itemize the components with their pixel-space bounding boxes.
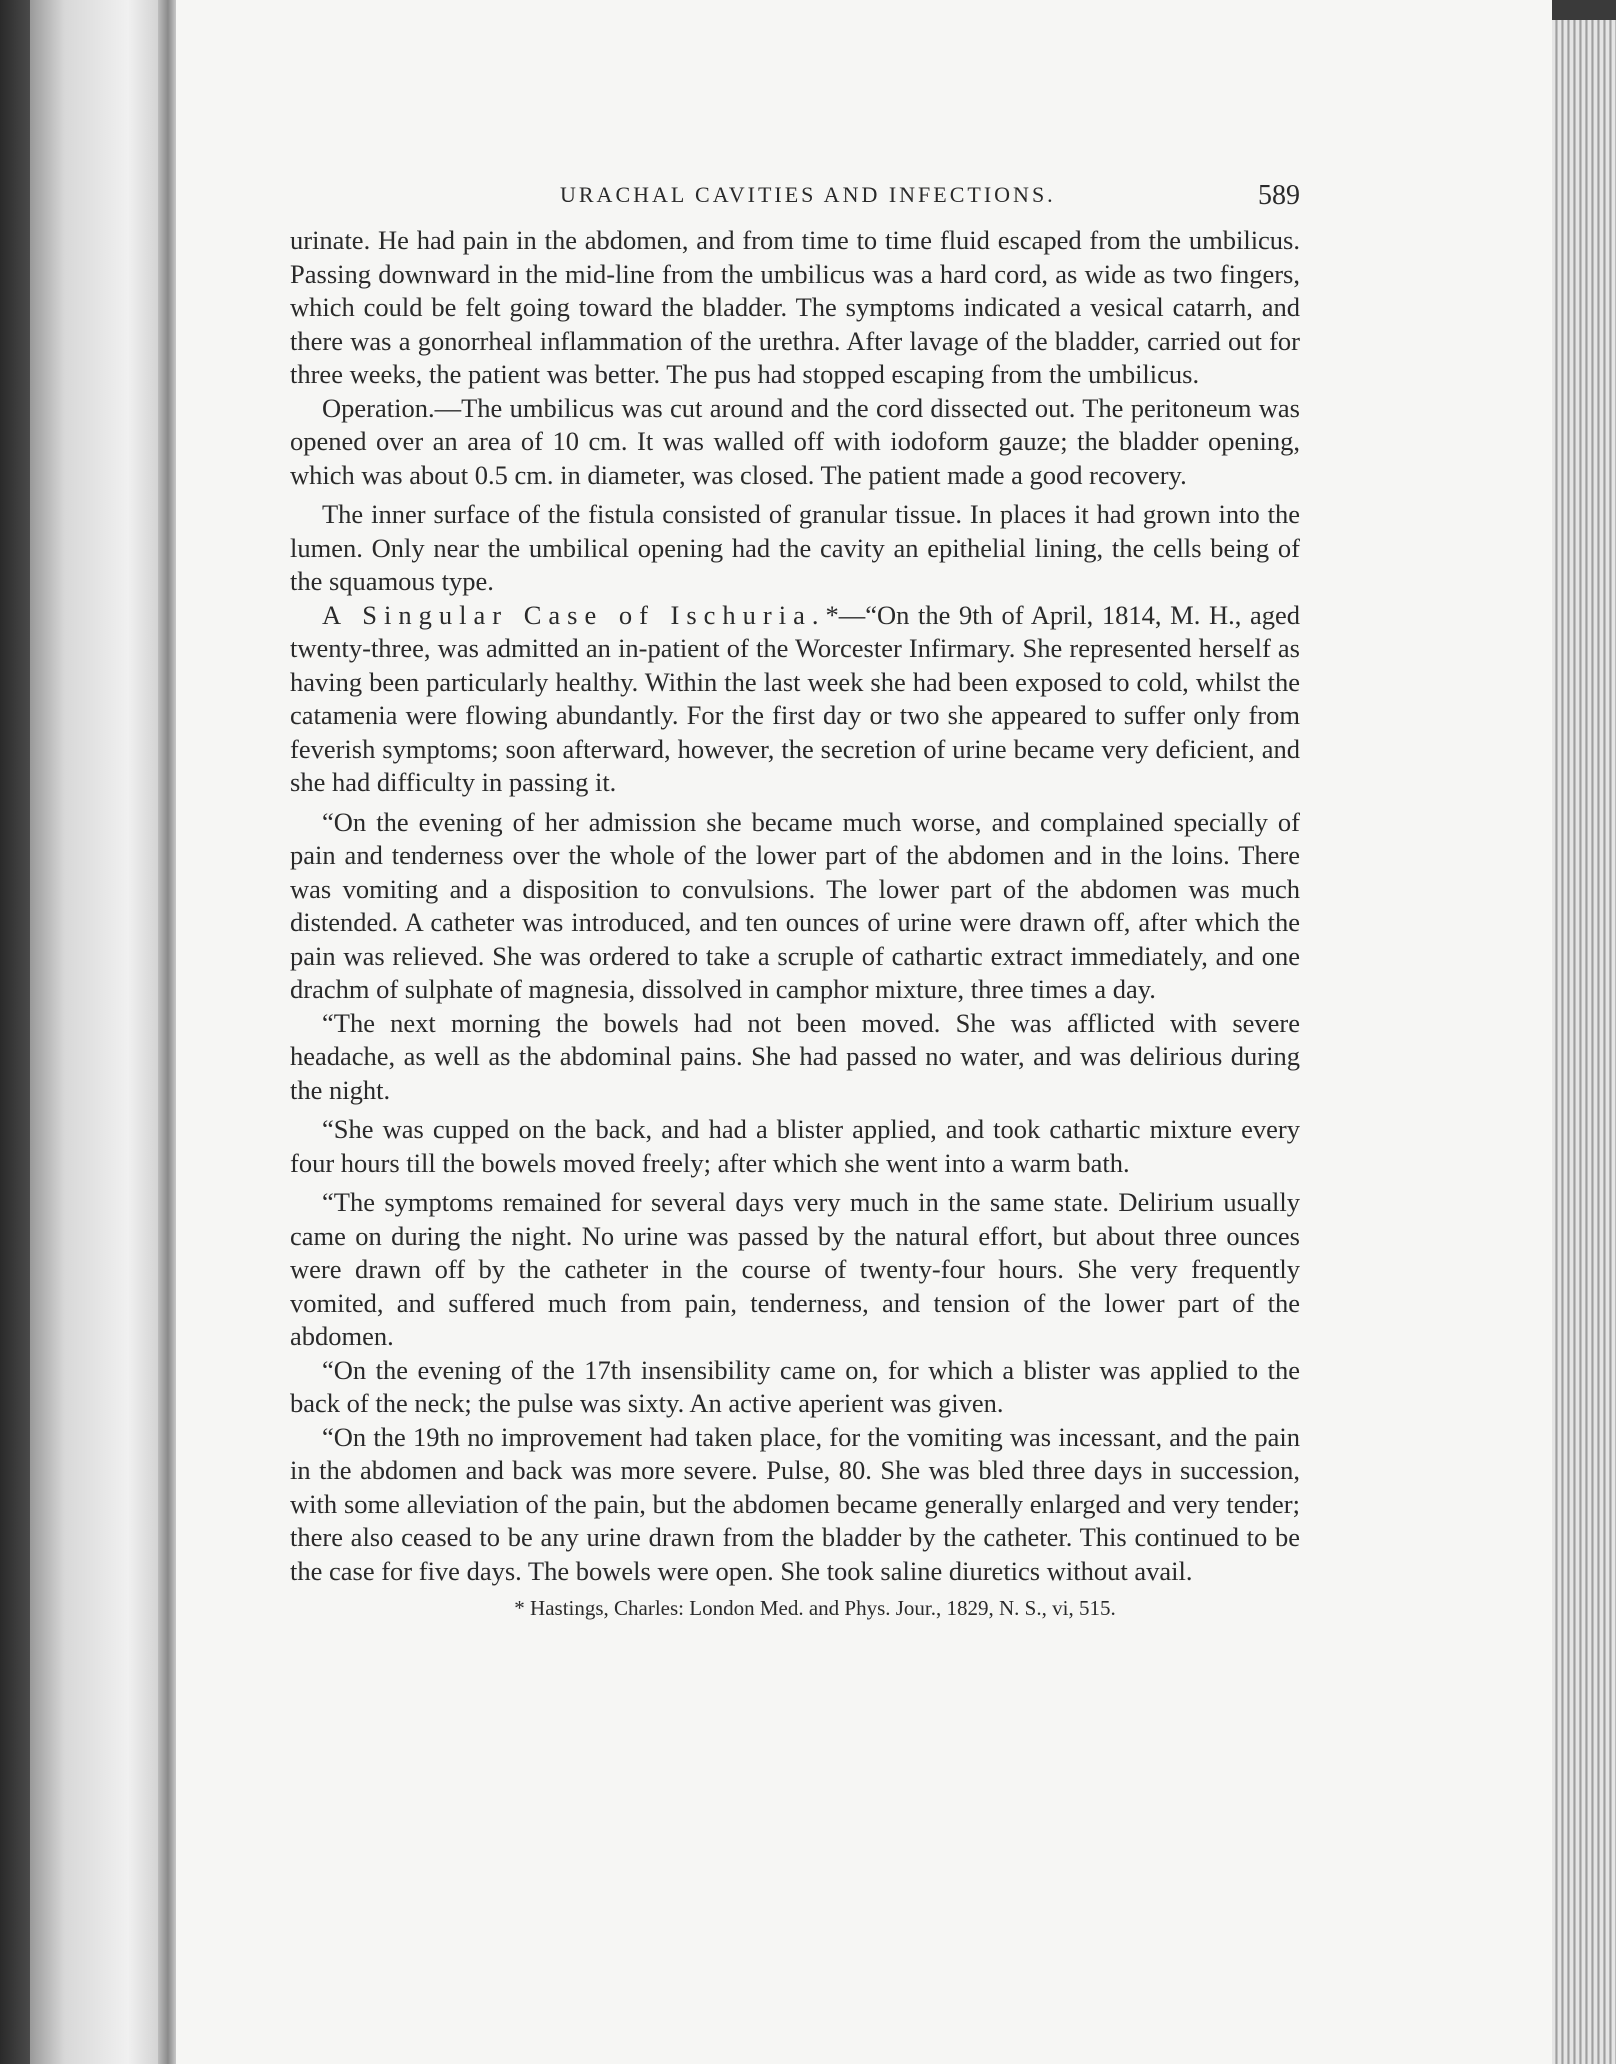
paragraph: “On the 19th no improvement had taken place, for the vomiting was incessant, and the pain in the abdomen and back was more severe. Pulse, 80. She was bled three days in succession, with some alleviation of the pain, but the abdomen became generally enlarged and very tender; there also ceased to be any urine drawn from the bladder by the catheter. This continued to be the case for five days. The bowels were open. She took saline diuretics without avail. [290, 1421, 1300, 1586]
running-head [290, 180, 1300, 220]
case-heading: A Singular Case of Ischuria. [322, 599, 826, 630]
paragraph: “On the evening of the 17th insensibility came on, for which a blister was applied to the back of the neck; the pulse was sixty. An active aperient was given. [290, 1354, 1300, 1418]
body-text [290, 224, 1300, 1588]
running-title: URACHAL CAVITIES AND INFECTIONS. [560, 182, 1056, 207]
paragraph: “The symptoms remained for several days very much in the same state. Delirium usually came on during the night. No urine was passed by the natural effort, but about three ounces were drawn off by the catheter in the course of twenty-four hours. She very frequently vomited, and suffered much from pain, tenderness, and tension of the lower part of the abdomen. [290, 1187, 1300, 1351]
scan-background-left [0, 0, 30, 2064]
previous-page-edge [30, 0, 170, 2064]
paragraph: The inner surface of the fistula consisted of granular tissue. In places it had grown into the lumen. Only near the umbilical opening had the cavity an epithelial lining, the cells being of the squamous type. [290, 499, 1300, 596]
paragraph: “On the evening of her admission she became much worse, and complained specially of pain and tenderness over the whole of the lower part of the abdomen and in the loins. There was vomiting and a disposition to convulsions. The lower part of the abdomen was much distended. A catheter was introduced, and ten ounces of urine were drawn off, after which the pain was relieved. She was ordered to take a scruple of cathartic extract immediately, and one drachm of sulphate of magnesia, dissolved in camphor mixture, three times a day. [290, 806, 1300, 1004]
case-paragraph [290, 599, 1300, 800]
paragraph: “She was cupped on the back, and had a blister applied, and took cathartic mixture every four hours till the bowels moved freely; after which she went into a warm bath. [290, 1114, 1300, 1178]
footnote: * Hastings, Charles: London Med. and Phys. Jour., 1829, N. S., vi, 515. [514, 1596, 1116, 1620]
paragraph: “The next morning the bowels had not been moved. She was afflicted with severe headache, as well as the abdominal pains. She had passed no water, and was delirious during the night. [290, 1007, 1300, 1105]
page-number: 589 [1258, 180, 1300, 211]
page-content [290, 180, 1300, 1621]
paragraph: Operation.—The umbilicus was cut around and the cord dissected out. The peritoneum was opened over an area of 10 cm. It was walled off with iodoform gauze; the bladder opening, which was about 0.5 cm. in diameter, was closed. The patient made a good recovery. [290, 392, 1300, 490]
paragraph: urinate. He had pain in the abdomen, and from time to time fluid escaped from the umbilicus. Passing downward in the mid-line from the umbilicus was a hard cord, as wide as two fingers, which could be felt going toward the bladder. The symptoms indicated a vesical catarrh, and there was a gonorrheal inflammation of the urethra. After lavage of the bladder, carried out for three weeks, the patient was better. The pus had stopped escaping from the umbilicus. [290, 225, 1300, 389]
book-gutter [158, 0, 178, 2064]
page-stack-edge [1552, 20, 1616, 2064]
case-opening-text: *—“On the 9th of April, 1814, M. H., aged twenty-three, was admitted an in-patient of the Worcester Infirmary. She represented herself as having been particularly healthy. Within the last week she had been exposed to cold, whilst the catamenia were flowing abundantly. For the first day or two she appeared to suffer only from feverish symptoms; soon afterward, however, the secretion of urine became very deficient, and she had difficulty in passing it. [290, 599, 1300, 797]
